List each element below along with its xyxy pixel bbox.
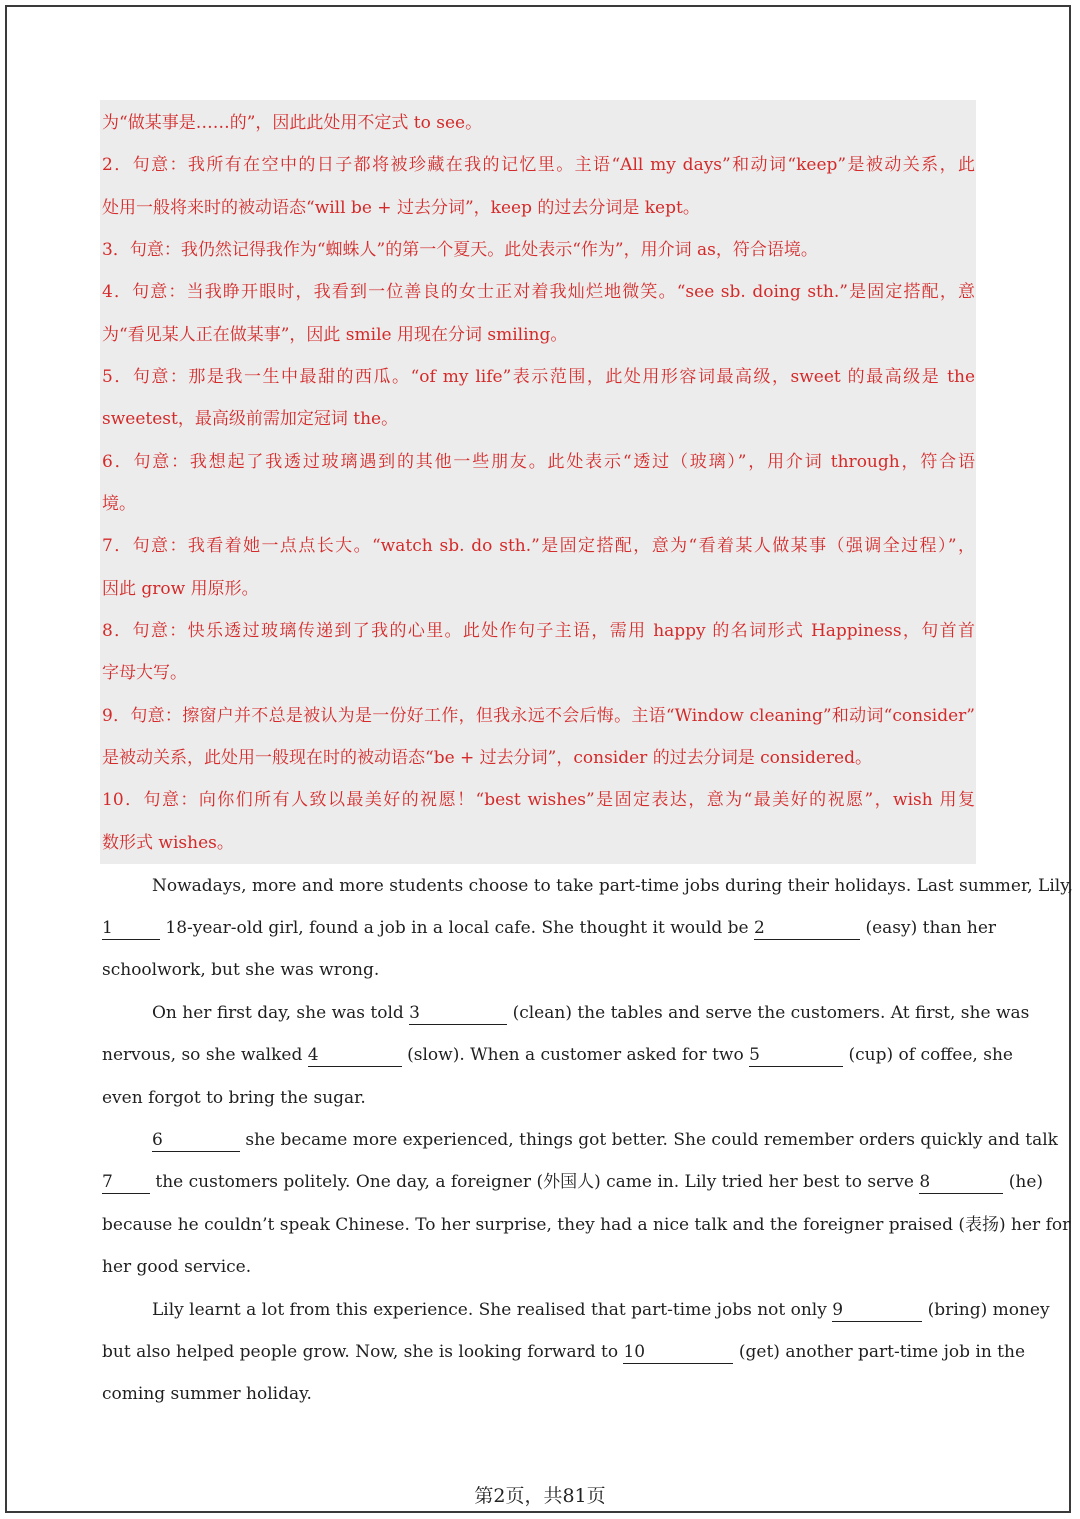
passage-line: schoolwork, but she was wrong.: [102, 960, 380, 980]
passage-text: (bring) money: [927, 1300, 1050, 1320]
answer-line: 2．句意：我所有在空中的日子都将被珍藏在我的记忆里。主语“All my days”和动词“keep”是被动关系，此: [102, 155, 975, 175]
answer-line: 3．句意：我仍然记得我作为“蜘蛛人”的第一个夏天。此处表示“作为”，用介词 as，符合语境。: [102, 240, 818, 260]
answer-line: 10．句意：向你们所有人致以最美好的祝愿！“best wishes”是固定表达，意为“最美好的祝愿”，wish 用复: [102, 790, 975, 810]
passage-line: coming summer holiday.: [102, 1384, 312, 1404]
passage-line: because he couldn’t speak Chinese. To her surprise, they had a nice talk and the foreigner praised (表扬) her for: [102, 1215, 1071, 1235]
passage-text: (he): [1008, 1172, 1044, 1192]
passage-text: nervous, so she walked: [102, 1045, 303, 1065]
answer-line: 6．句意：我想起了我透过玻璃遇到的其他一些朋友。此处表示“透过（玻璃）”，用介词 through，符合语: [102, 452, 975, 472]
passage-text: (slow). When a customer asked for two: [407, 1045, 744, 1065]
blank-9[interactable]: 9: [832, 1299, 922, 1322]
passage-line: [102, 1167, 1044, 1197]
answer-line: 5．句意：那是我一生中最甜的西瓜。“of my life”表示范围，此处用形容词最高级，sweet 的最高级是 the: [102, 367, 975, 387]
passage-line: [102, 1125, 1058, 1155]
answer-line: 字母大写。: [102, 663, 187, 683]
passage-line: Nowadays, more and more students choose to take part-time jobs during their holidays. Last summer, Lily,: [152, 876, 1073, 896]
answer-line: 7．句意：我看着她一点点长大。“watch sb. do sth.”是固定搭配，意为“看着某人做某事（强调全过程）”，: [102, 536, 975, 556]
passage-text: Lily learnt a lot from this experience. She realised that part-time jobs not only: [152, 1300, 827, 1320]
passage-line: [102, 1295, 1050, 1325]
passage-line: [102, 913, 997, 943]
passage-text: but also helped people grow. Now, she is looking forward to: [102, 1342, 619, 1362]
page-number-footer: 第2页，共81页: [474, 1485, 606, 1507]
answer-line: 处用一般将来时的被动语态“will be + 过去分词”，keep 的过去分词是 kept。: [102, 198, 700, 218]
answer-line: 8．句意：快乐透过玻璃传递到了我的心里。此处作句子主语，需用 happy 的名词形式 Happiness，句首首: [102, 621, 975, 641]
passage-text: 18-year-old girl, found a job in a local cafe. She thought it would be: [165, 918, 749, 938]
passage-text: (clean) the tables and serve the customers. At first, she was: [512, 1003, 1030, 1023]
answer-line: 4．句意：当我睁开眼时，我看到一位善良的女士正对着我灿烂地微笑。“see sb. doing sth.”是固定搭配，意: [102, 282, 975, 302]
blank-5[interactable]: 5: [749, 1044, 843, 1067]
passage-text: (easy) than her: [865, 918, 997, 938]
blank-8[interactable]: 8: [919, 1171, 1003, 1194]
blank-1[interactable]: 1: [102, 917, 160, 940]
answer-line: 数形式 wishes。: [102, 833, 234, 853]
passage-text: (get) another part-time job in the: [738, 1342, 1026, 1362]
passage-text: On her first day, she was told: [152, 1003, 404, 1023]
blank-10[interactable]: 10: [623, 1341, 733, 1364]
answer-line: 境。: [102, 494, 136, 514]
blank-3[interactable]: 3: [409, 1002, 507, 1025]
blank-6[interactable]: 6: [152, 1129, 240, 1152]
passage-line: [102, 1040, 1013, 1070]
passage-line: [102, 1337, 1026, 1367]
answer-line: 为“看见某人正在做某事”，因此 smile 用现在分词 smiling。: [102, 325, 568, 345]
answer-line: 是被动关系，此处用一般现在时的被动语态“be + 过去分词”，consider 的过去分词是 considered。: [102, 748, 872, 768]
answer-line: sweetest，最高级前需加定冠词 the。: [102, 409, 399, 429]
passage-text: (cup) of coffee, she: [848, 1045, 1013, 1065]
blank-2[interactable]: 2: [754, 917, 860, 940]
answer-line: 9．句意：擦窗户并不总是被认为是一份好工作，但我永远不会后悔。主语“Window cleaning”和动词“consider”: [102, 706, 975, 726]
passage-line: even forgot to bring the sugar.: [102, 1088, 366, 1108]
answer-line: 因此 grow 用原形。: [102, 579, 259, 599]
passage-line: her good service.: [102, 1257, 252, 1277]
blank-7[interactable]: 7: [102, 1171, 150, 1194]
answer-line: 为“做某事是……的”，因此此处用不定式 to see。: [102, 113, 483, 133]
blank-4[interactable]: 4: [308, 1044, 402, 1067]
passage-line: [102, 998, 1030, 1028]
passage-text: the customers politely. One day, a foreigner (外国人) came in. Lily tried her best to serve: [155, 1172, 914, 1192]
passage-text: she became more experienced, things got better. She could remember orders quickly and talk: [245, 1130, 1058, 1150]
